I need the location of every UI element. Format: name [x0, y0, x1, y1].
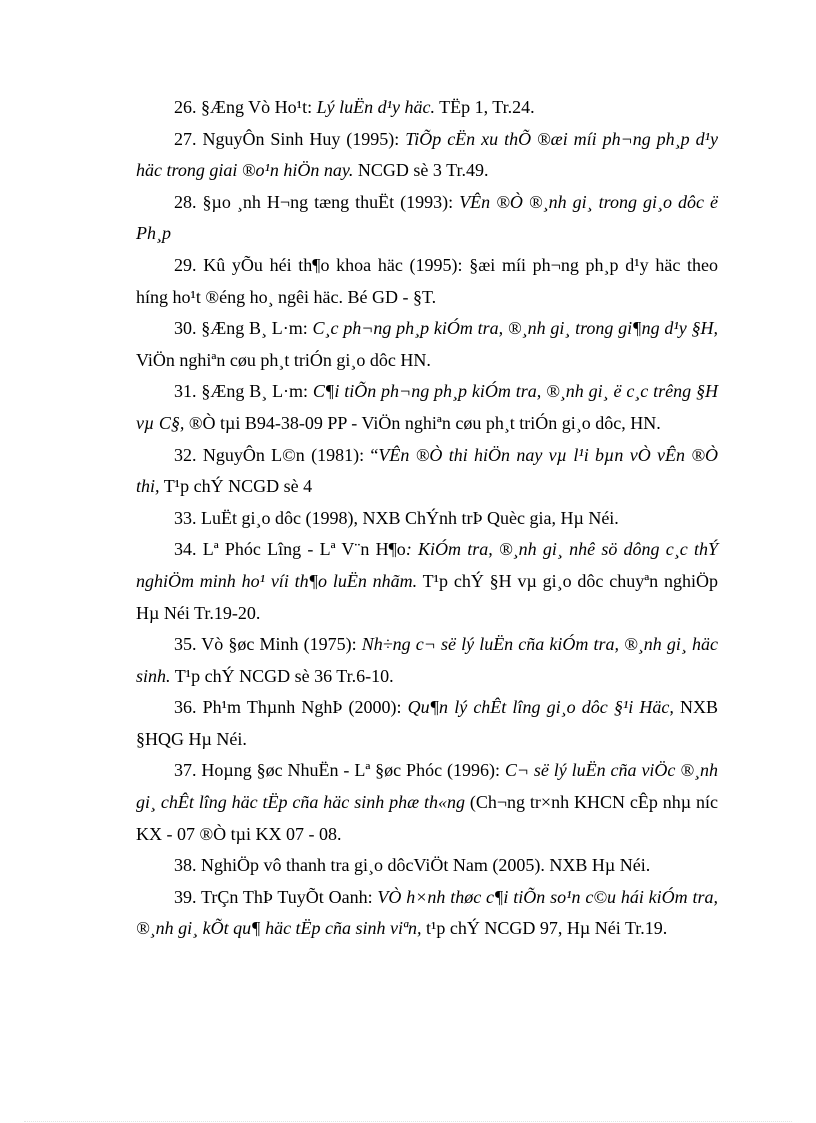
reference-item: 32. NguyÔn L©n (1981): “VÊn ®Ò thi hiÖn nay vµ l¹i bµn vÒ vÊn ®Ò thi, T¹p chÝ NCGD sè 4: [136, 444, 719, 497]
reference-item: 30. §Æng B¸ L·m: C¸c ph¬ng ph¸p kiÓm tra, ®¸nh gi¸ trong gi¶ng d¹y §H, ViÖn nghiªn cøu ph¸t triÓn gi¸o dôc HN.: [136, 318, 718, 370]
reference-item: 27. NguyÔn Sinh Huy (1995): TiÕp cËn xu thÕ ®æi míi ph¬ng ph¸p d¹y häc trong giai ®o¹n hiÖn nay. NCGD sè 3 Tr.49.: [136, 128, 719, 181]
reference-item: 39. TrÇn ThÞ TuyÕt Oanh: VÒ h×nh thøc c¶i tiÕn so¹n c©u hái kiÓm tra, ®¸nh gi¸ kÕt qu¶ häc tËp cña sinh viªn, t¹p chÝ NCGD 97, Hµ Néi Tr.19.: [136, 886, 718, 939]
reference-item: 36. Ph¹m Thµnh NghÞ (2000): Qu¶n lý chÊt lîng gi¸o dôc §¹i Häc, NXB §HQG Hµ Néi.: [136, 697, 718, 749]
page-bottom-divider: [24, 1121, 792, 1122]
reference-item: 34. Lª Phóc Lîng - Lª V¨n H¶o: KiÓm tra, ®¸nh gi¸ nhê sö dông c¸c thÝ nghiÖm minh ho¹ víi th¶o luËn nhãm. T¹p chÝ §H vµ gi¸o dôc chuyªn nghiÖp Hµ Néi Tr.19-20.: [136, 539, 718, 623]
reference-item: 35. Vò §øc Minh (1975): Nh÷ng c¬ së lý luËn cña kiÓm tra, ®¸nh gi¸ häc sinh. T¹p chÝ NCGD sè 36 Tr.6-10.: [136, 634, 718, 686]
reference-item: 37. Hoµng §øc NhuËn - Lª §øc Phóc (1996): C¬ së lý luËn cña viÖc ®¸nh gi¸ chÊt lîng häc tËp cña häc sinh phæ th«ng (Ch¬ng tr×nh KHCN cÊp nhµ níc KX - 07 ®Ò tµi KX 07 - 08.: [136, 760, 718, 844]
reference-item: 26. §Æng Vò Ho¹t: Lý luËn d¹y häc. TËp 1, Tr.24.: [174, 97, 535, 117]
reference-item: 33. LuËt gi¸o dôc (1998), NXB ChÝnh trÞ Quèc gia, Hµ Néi.: [174, 507, 619, 528]
reference-item: 31. §Æng B¸ L·m: C¶i tiÕn ph¬ng ph¸p kiÓm tra, ®¸nh gi¸ ë c¸c trêng §H vµ C§, ®Ò tµi B94-38-09 PP - ViÖn nghiªn cøu ph¸t triÓn gi¸o dôc, HN.: [136, 381, 718, 433]
reference-item: 29. Kû yÕu héi th¶o khoa häc (1995): §æi míi ph¬ng ph¸p d¹y häc theo híng ho¹t ®éng ho¸ ngêi häc. Bé GD - §T.: [136, 254, 718, 307]
reference-item: 38. NghiÖp vô thanh tra gi¸o dôcViÖt Nam (2005). NXB Hµ Néi.: [174, 855, 651, 876]
reference-item: 28. §µo ¸nh H¬ng tæng thuËt (1993): VÊn ®Ò ®¸nh gi¸ trong gi¸o dôc ë Ph¸p: [136, 191, 718, 244]
reference-list: [136, 92, 718, 945]
